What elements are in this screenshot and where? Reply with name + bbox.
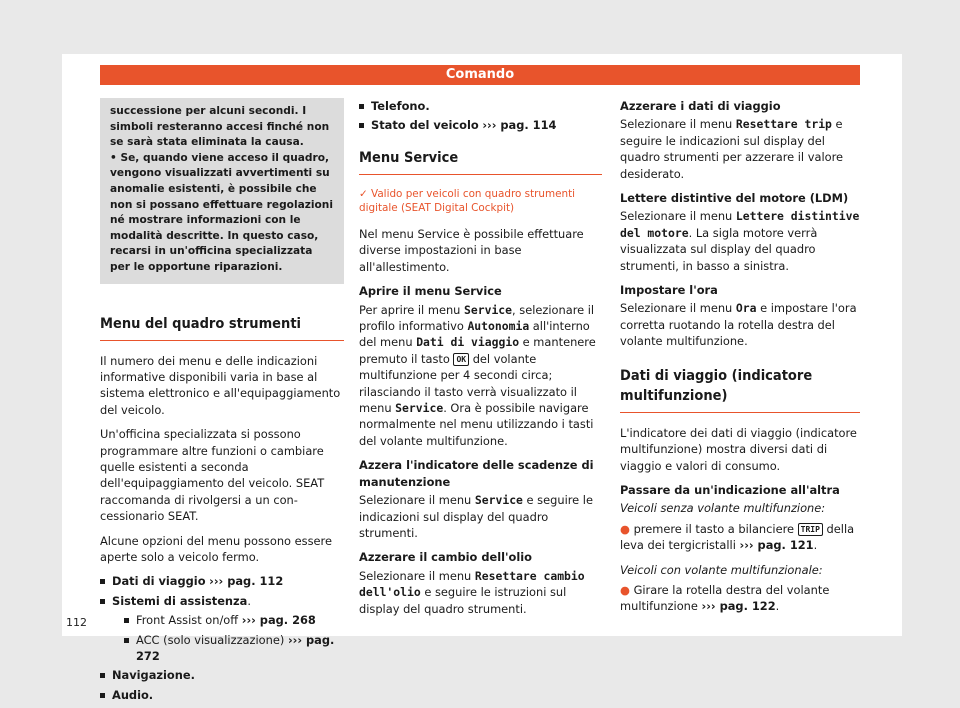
- page-ref-link[interactable]: ››› pag. 112: [209, 574, 284, 589]
- paragraph: Il numero dei menu e delle indicazioni informative disponibili varia in base al sistema elettronico e all'equipaggiamento del veicolo.: [100, 353, 341, 417]
- paragraph: Selezionare il menu Resettare cambio dell'olio e seguire le istruzioni sul display del quadro strumenti.: [359, 568, 585, 616]
- column-middle: [359, 98, 602, 625]
- paragraph: Per aprire il menu Service, selezionare il profilo informativo Autonomia all'interno del menu Dati di viaggio e mantenere premuto il tasto OK del volante multifunzione per 4 secondi circa; rilasciando il tasto verrà visualizzato il menu Service. Ora è possibile navigare normalmente nel menu utilizzando i tasti del volante multifunzione.: [359, 302, 596, 448]
- menu-list-continued: [359, 98, 602, 134]
- checkmark-icon: ✓: [359, 187, 372, 200]
- warning-text-1: successione per alcuni secondi. I simboli resteranno accesi finché non se sarà stata eliminata la causa.: [110, 105, 330, 149]
- paragraph: Nel menu Service è possibile effettuare diverse impostazioni in base all'allestimento.: [359, 227, 584, 274]
- subheading: Lettere distintive del motore (LDM): [620, 191, 849, 206]
- warning-text-2: • Se, quando viene acceso il quadro, vengono visualizzati avvertimenti su anomalie esistenti, è possibile che non si possano effettuare regolazioni né mostrare informazioni con le modalità descritte. In questo caso, recarsi in un'officina specializzata per le opportune riparazioni.: [110, 151, 333, 273]
- step: ● Girare la rotella destra del volante multifunzione ››› pag. 122.: [620, 582, 830, 614]
- trip-key-icon: TRIP: [798, 523, 823, 536]
- subheading: Impostare l'ora: [620, 283, 718, 298]
- ok-key-icon: OK: [453, 353, 469, 366]
- section-title-menu-quadro: Menu del quadro strumenti: [100, 314, 344, 341]
- list-item: Telefono.: [359, 98, 602, 114]
- sub-list: [124, 612, 344, 664]
- page-header: Comando: [100, 65, 860, 85]
- subheading: Aprire il menu Service: [359, 284, 502, 299]
- bullet-icon: •: [110, 151, 121, 164]
- section-title-menu-service: Menu Service: [359, 148, 602, 175]
- paragraph: Selezionare il menu Ora e impostare l'ora corretta ruotando la rotella destra del volante multifunzione.: [620, 301, 857, 349]
- paragraph: Selezionare il menu Resettare trip e seguire le indicazioni sul display del quadro strumenti per azzerare il valore desiderato.: [620, 117, 844, 181]
- list-item: Dati di viaggio ››› pag. 112: [100, 573, 344, 589]
- page-number: 112: [66, 616, 87, 629]
- list-item: Front Assist on/off ››› pag. 268: [124, 612, 344, 628]
- menu-list: [100, 573, 344, 703]
- warning-box: [100, 98, 344, 284]
- paragraph: Veicoli con volante multifunzionale:: [620, 562, 823, 577]
- page-ref-link[interactable]: ››› pag. 122: [701, 599, 776, 614]
- bullet-icon: ●: [620, 582, 634, 597]
- list-item: Navigazione.: [100, 667, 344, 683]
- page-ref-link[interactable]: ››› pag. 268: [241, 613, 316, 628]
- paragraph: Alcune opzioni del menu possono essere aperte solo a veicolo fermo.: [100, 533, 332, 564]
- subheading: Passare da un'indicazione all'altra: [620, 482, 840, 497]
- paragraph: Un'officina specializzata si possono programmare altre funzioni o cambiare quelle esistenti a seconda dell'equipaggiamento del veicolo. SEAT raccomanda di rivolgersi a un concessionario SEAT.: [100, 427, 325, 524]
- paragraph: L'indicatore dei dati di viaggio (indicatore multifunzione) mostra diversi dati di viaggio e valori di consumo.: [620, 425, 857, 473]
- column-right: [620, 98, 860, 623]
- list-item: Stato del veicolo ››› pag. 114: [359, 117, 602, 133]
- paragraph: Selezionare il menu Service e seguire le indicazioni sul display del quadro strumenti.: [359, 493, 593, 540]
- list-item: Audio.: [100, 687, 344, 703]
- paragraph: Veicoli senza volante multifunzione:: [620, 501, 826, 516]
- subheading: Azzerare il cambio dell'olio: [359, 550, 532, 565]
- page-ref-link[interactable]: ››› pag. 114: [482, 118, 557, 133]
- list-item: ACC (solo visualizzazione) ››› pag. 272: [124, 632, 344, 665]
- step: ● premere il tasto a bilanciere TRIP della leva dei tergicristalli ››› pag. 121.: [620, 521, 855, 553]
- subheading: Azzera l'indicatore delle scadenze di manutenzione: [359, 458, 594, 489]
- column-left: [100, 98, 344, 706]
- page-ref-link[interactable]: ››› pag. 121: [739, 538, 814, 553]
- applicability-note: ✓ Valido per veicoli con quadro strumenti digitale (SEAT Digital Cockpit): [359, 187, 576, 215]
- paragraph: Selezionare il menu Lettere distintive del motore. La sigla motore verrà visualizzata sul display del quadro strumenti, in basso a sinistra.: [620, 209, 860, 273]
- bullet-icon: ●: [620, 521, 634, 536]
- subheading: Azzerare i dati di viaggio: [620, 99, 781, 113]
- page-ref-link[interactable]: ››› pag. 272: [136, 632, 335, 664]
- list-item: Sistemi di assistenza. Front Assist on/off ››› pag. 268 ACC (solo visualizzazione) ››› pag. 272: [100, 593, 344, 665]
- section-title-dati-viaggio: Dati di viaggio (indicatore multifunzione): [620, 366, 860, 413]
